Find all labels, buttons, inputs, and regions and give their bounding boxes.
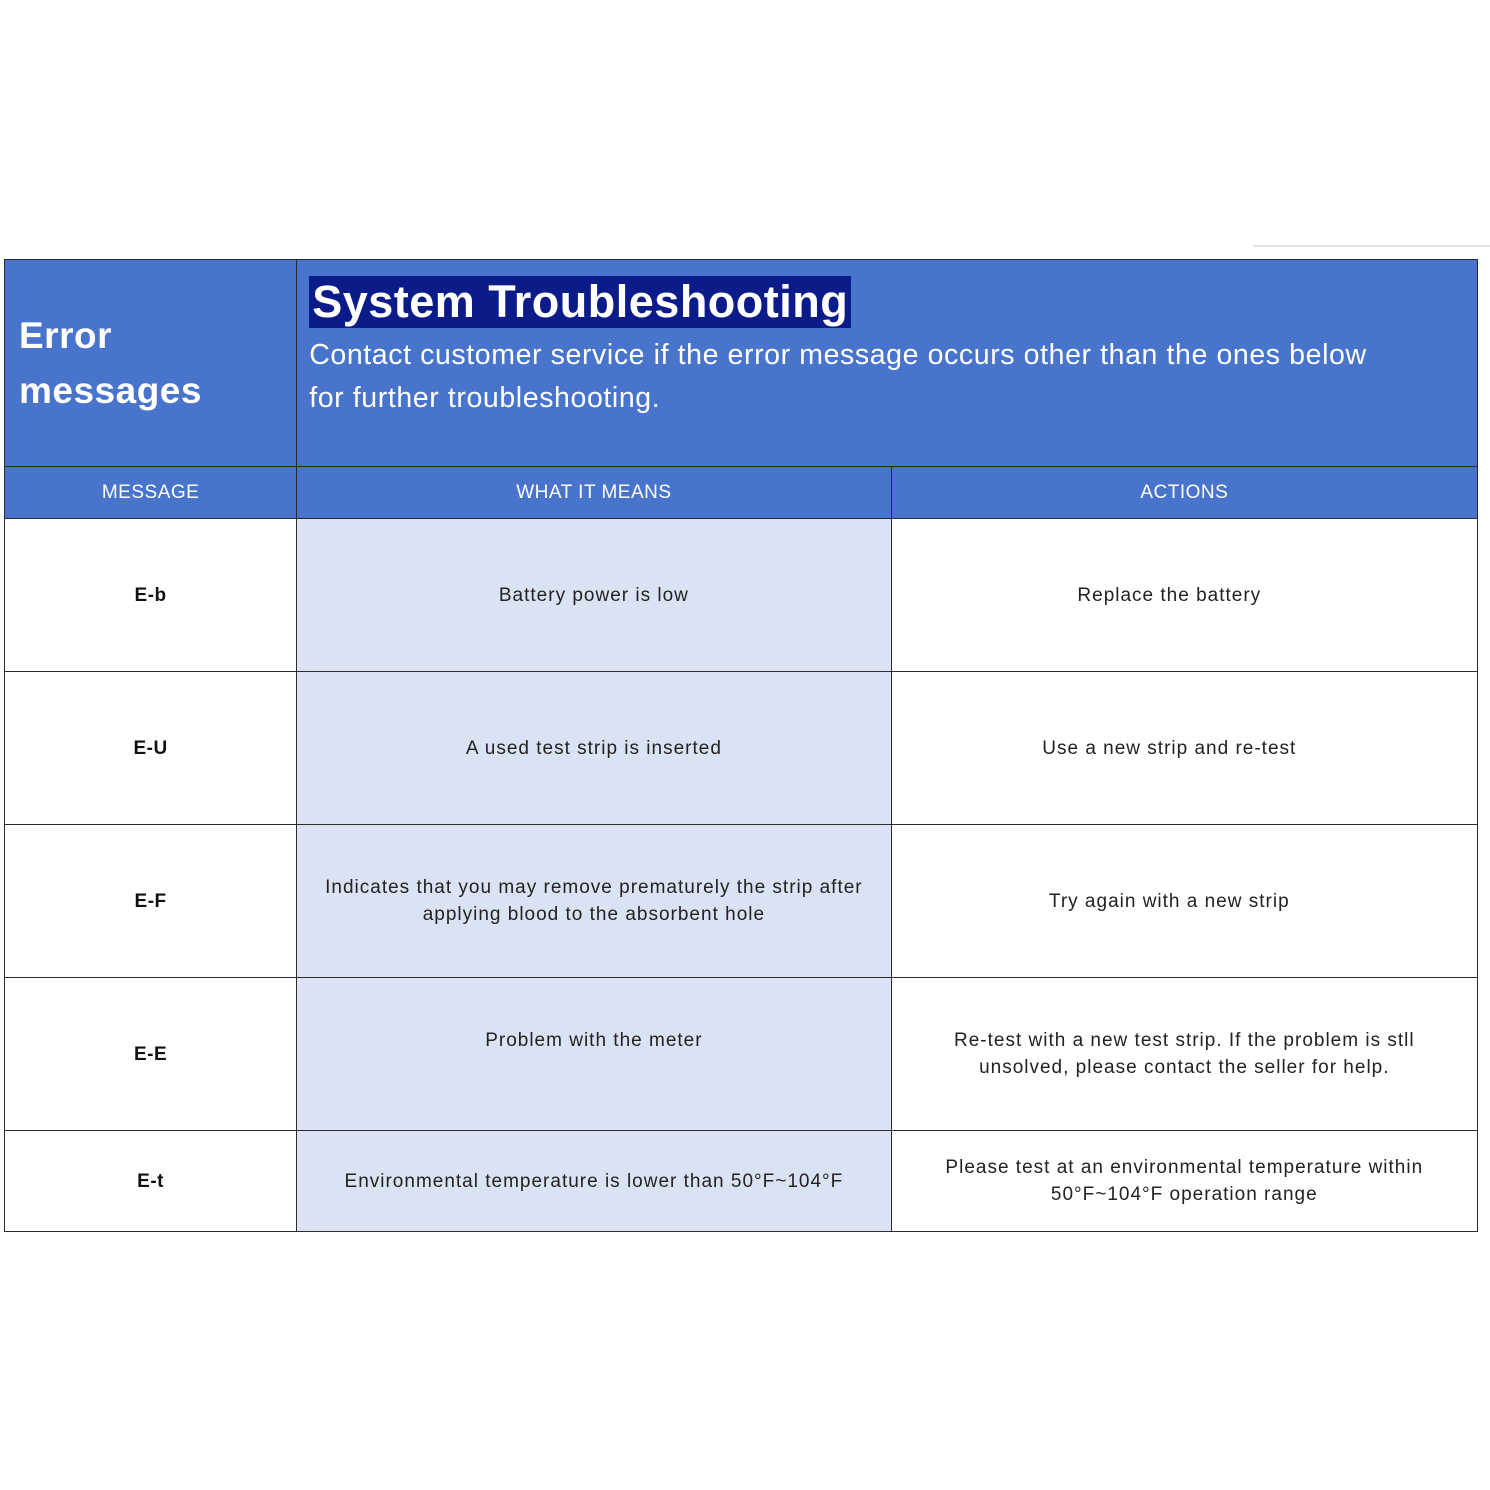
action-cell [891,519,1477,672]
meaning-text-line1: Indicates that you may remove prematurely the strip after [325,877,863,898]
action-text-line1: Please test at an environmental temperature within [945,1157,1424,1178]
action-text-line2: unsolved, please contact the seller for help. [979,1057,1390,1078]
page-title: System Troubleshooting [309,276,851,328]
banner-subtitle-line2: for further troubleshooting. [309,382,661,414]
meaning-text: Battery power is low [498,584,689,606]
table-row [5,672,1478,825]
action-text-line2: 50°F~104°F operation range [1050,1184,1318,1205]
troubleshooting-table [4,259,1478,1232]
meaning-text: Environmental temperature is lower than 50°F~104°F [344,1170,844,1192]
banner-row [5,260,1478,467]
meaning-cell [297,519,891,672]
action-text: Try again with a new strip [1048,890,1290,912]
error-code-cell: E-E [5,978,297,1131]
action-text: Replace the battery [1077,584,1262,606]
error-messages-heading [5,260,297,467]
meaning-cell [297,978,891,1131]
meaning-text: A used test strip is inserted [465,737,722,759]
top-divider-line [1253,245,1490,247]
banner-info [297,260,1478,467]
column-header-meaning: WHAT IT MEANS [297,467,891,519]
meaning-text: Problem with the meter [485,1029,703,1051]
banner-subtitle [309,334,1467,420]
action-text: Use a new strip and re-test [1042,737,1297,759]
error-messages-heading-line1: Error [19,315,112,356]
action-cell [891,672,1477,825]
table-row [5,519,1478,672]
column-header-message: MESSAGE [5,467,297,519]
action-cell [891,825,1477,978]
meaning-cell [297,672,891,825]
error-code-cell: E-t [5,1131,297,1232]
meaning-cell [297,1131,891,1232]
banner-subtitle-line1: Contact customer service if the error message occurs other than the ones below [309,339,1367,371]
action-text-line1: Re-test with a new test strip. If the problem is stll [953,1030,1415,1051]
action-cell [891,978,1477,1131]
error-messages-heading-line2: messages [19,370,202,411]
meaning-text-line2: applying blood to the absorbent hole [422,904,766,925]
column-header-row [5,467,1478,519]
error-code-cell: E-b [5,519,297,672]
error-code-cell: E-F [5,825,297,978]
table-row [5,1131,1478,1232]
meaning-cell [297,825,891,978]
action-cell [891,1131,1477,1232]
error-code-cell: E-U [5,672,297,825]
table-row [5,825,1478,978]
column-header-actions: ACTIONS [891,467,1477,519]
table-row [5,978,1478,1131]
